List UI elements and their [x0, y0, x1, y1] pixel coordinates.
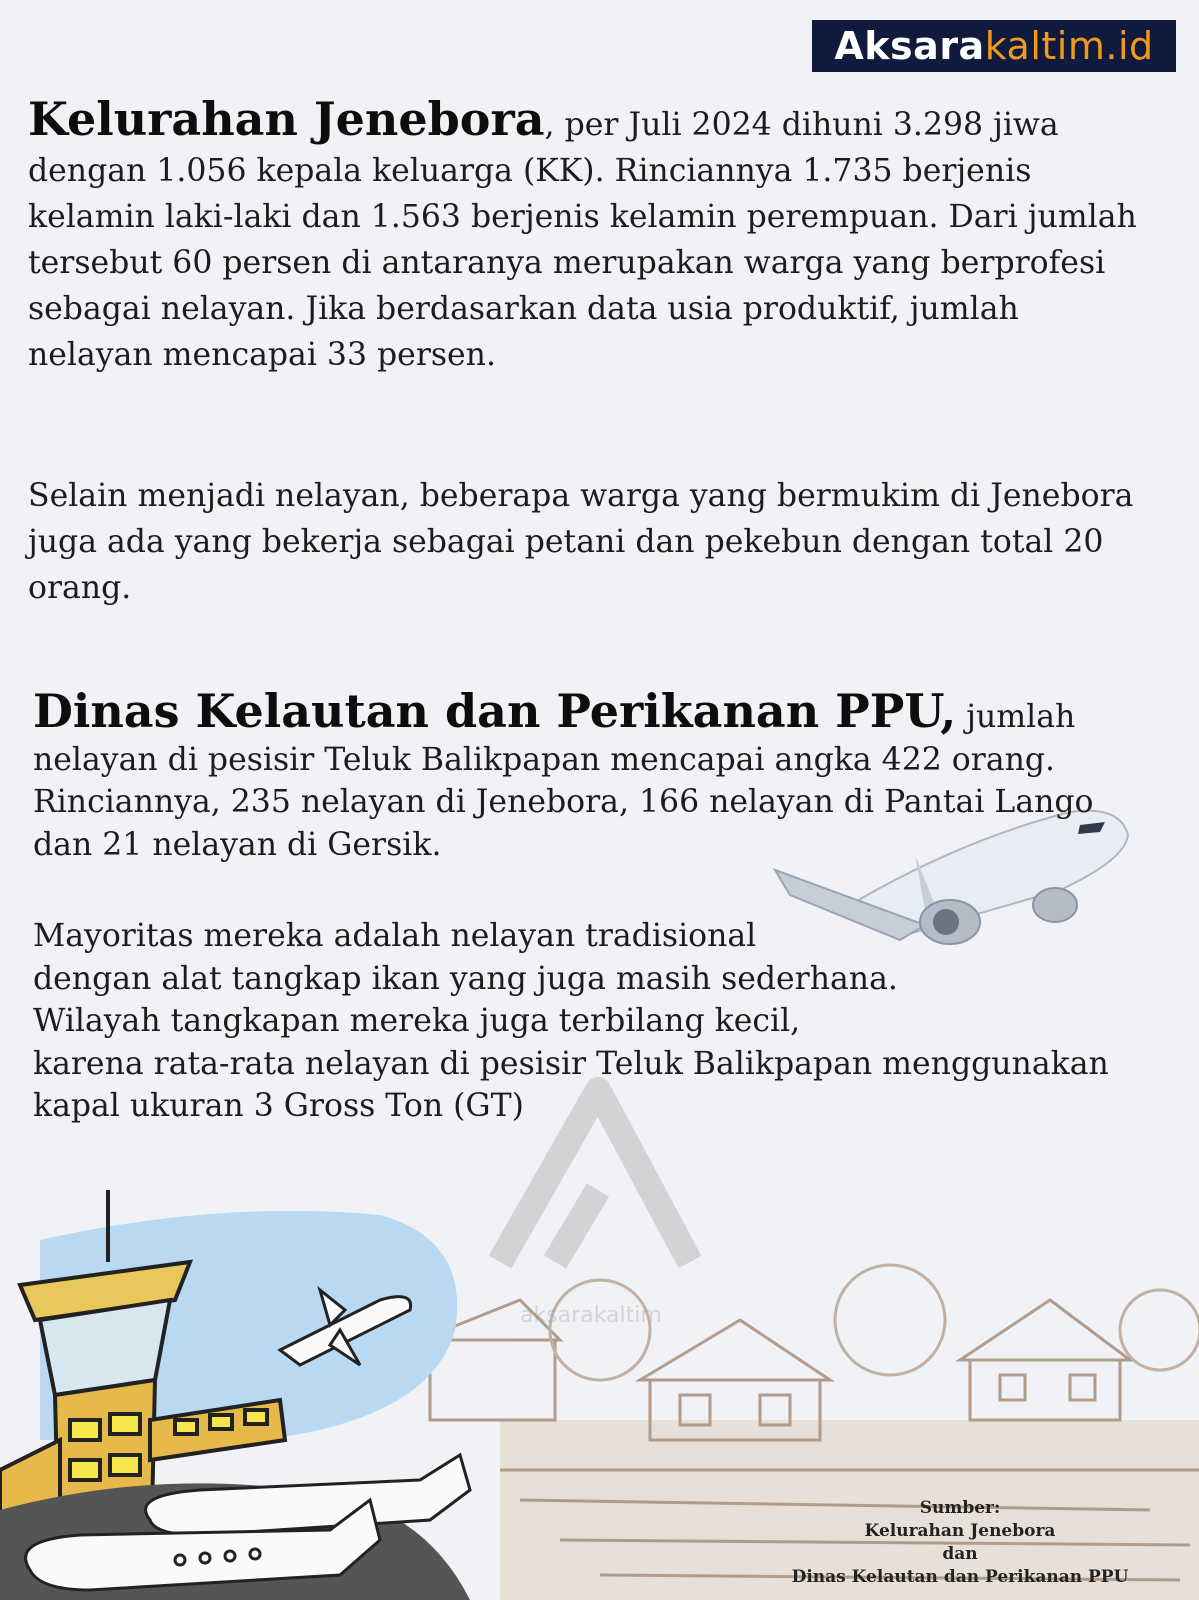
section2-line: Mayoritas mereka adalah nelayan tradisional	[33, 918, 757, 954]
watermark-text: aksarakaltim	[520, 1303, 662, 1328]
source-line1: Kelurahan Jenebora	[864, 1521, 1056, 1541]
section1-heading: Kelurahan Jenebora	[28, 92, 545, 146]
section2-line: karena rata-rata nelayan di pesisir Teluk Balikpapan menggunakan	[33, 1045, 1109, 1082]
section2-paragraph2	[33, 915, 1143, 1128]
section1-paragraph2: Selain menjadi nelayan, beberapa warga yang bermukim di Jenebora juga ada yang bekerja sebagai petani dan pekebun dengan total 20 orang.	[28, 478, 1134, 606]
section2-heading: Dinas Kelautan dan Perikanan PPU,	[33, 684, 957, 738]
section1-paragraph	[28, 92, 1148, 378]
section2-line: Wilayah tangkapan mereka juga terbilang kecil,	[33, 1003, 801, 1039]
brand-logo-part2: kaltim.id	[984, 24, 1154, 68]
source-label: Sumber:	[919, 1498, 1001, 1518]
section2-line: kapal ukuran 3 Gross Ton (GT)	[33, 1088, 524, 1124]
brand-logo-part1: Aksara	[834, 24, 985, 68]
section1-lead-text: , per Juli 2024 dihuni 3.298 jiwa dengan 1.056 kepala keluarga (KK). Rinciannya 1.735 berjenis kelamin laki-laki dan 1.563 berjenis kelamin perempuan. Dari jumlah tersebut 60 persen di antaranya merupakan warga yang berprofesi sebagai nelayan. Jika berdasarkan data usia produktif, jumlah nelayan mencapai 33 persen.	[28, 107, 1137, 373]
section2-paragraph	[33, 684, 1123, 866]
brand-logo	[812, 20, 1176, 72]
source-credit	[760, 1497, 1160, 1589]
source-line3: Dinas Kelautan dan Perikanan PPU	[791, 1567, 1129, 1587]
section2-line: dengan alat tangkap ikan yang juga masih sederhana.	[33, 960, 898, 997]
source-line2: dan	[942, 1544, 978, 1564]
section2-lead-text: jumlah nelayan di pesisir Teluk Balikpapan mencapai angka 422 orang. Rinciannya, 235 nelayan di Jenebora, 166 nelayan di Pantai Lango dan 21 nelayan di Gersik.	[33, 699, 1094, 863]
